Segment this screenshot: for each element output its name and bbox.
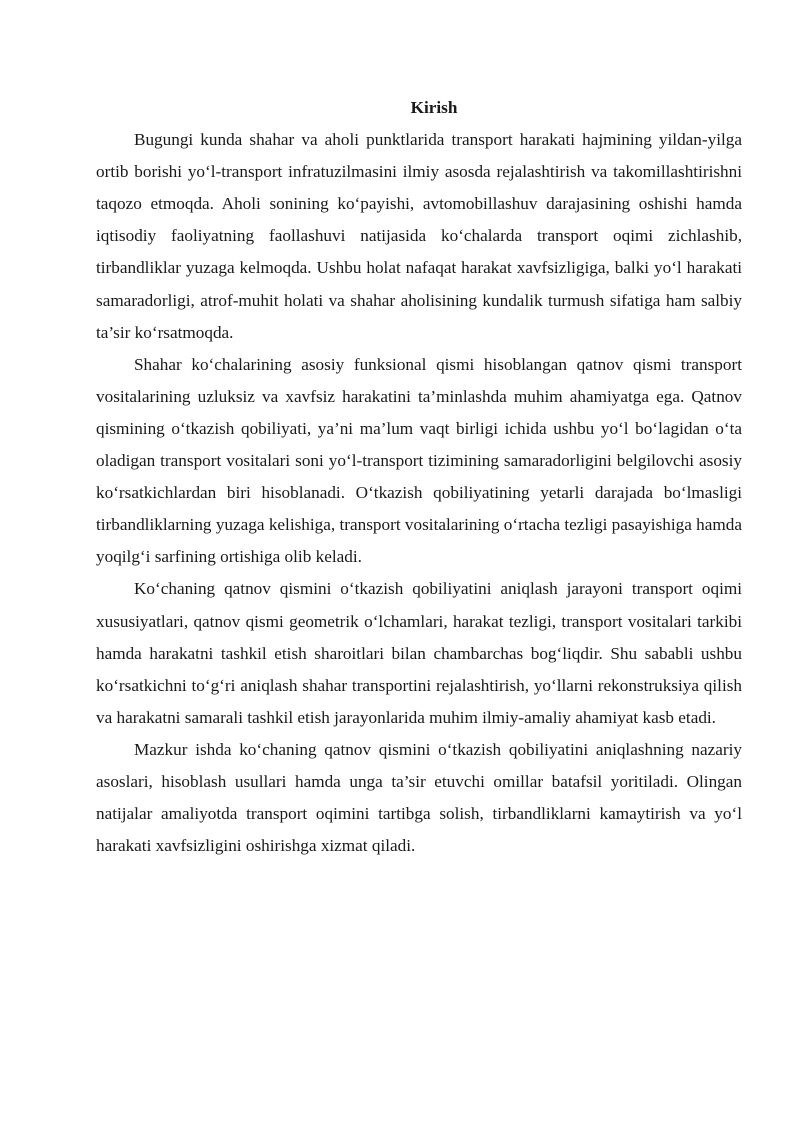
paragraph-2: Shahar ko‘chalarining asosiy funksional qismi hisoblangan qatnov qismi transport vositalarining uzluksiz va xavfsiz harakatini ta’minlashda muhim ahamiyatga ega. Qatnov qismining o‘tkazish qobiliyati, ya’ni ma’lum vaqt birligi ichida ushbu yo‘l bo‘lagidan o‘ta oladigan transport vositalari soni yo‘l-transport tizimining samaradorligini belgilovchi asosiy ko‘rsatkichlardan biri hisoblanadi. O‘tkazish qobiliyatining yetarli darajada bo‘lmasligi tirbandliklarning yuzaga kelishiga, transport vositalarining o‘rtacha tezligi pasayishiga hamda yoqilg‘i sarfining ortishiga olib keladi. bbox=[96, 354, 742, 567]
paragraph-3: Ko‘chaning qatnov qismini o‘tkazish qobiliyatini aniqlash jarayoni transport oqimi xususiyatlari, qatnov qismi geometrik o‘lchamlari, harakat tezligi, transport vositalari tarkibi hamda harakatni tashkil etish sharoitlari bilan chambarchas bog‘liqdir. Shu sababli ushbu ko‘rsatkichni to‘g‘ri aniqlash shahar transportini rejalashtirish, yo‘llarni rekonstruksiya qilish va harakatni samarali tashkil etish jarayonlarida muhim ilmiy-amaliy ahamiyat kasb etadi. bbox=[96, 579, 742, 727]
paragraph-1: Bugungi kunda shahar va aholi punktlarida transport harakati hajmining yildan-yilga ortib borishi yo‘l-transport infratuzilmasini ilmiy asosda rejalashtirish va takomillashtirishni taqozo etmoqda. Aholi sonining ko‘payishi, avtomobillashuv darajasining oshishi hamda iqtisodiy faoliyatning faollashuvi natijasida ko‘chalarda transport oqimi zichlashib, tirbandliklar yuzaga kelmoqda. Ushbu holat nafaqat harakat xavfsizligiga, balki yo‘l harakati samaradorligi, atrof-muhit holati va shahar aholisining kundalik turmush sifatiga ham salbiy ta’sir ko‘rsatmoqda. bbox=[96, 130, 742, 342]
document-body bbox=[96, 92, 742, 862]
section-heading: Kirish bbox=[410, 98, 458, 117]
paragraph-4: Mazkur ishda ko‘chaning qatnov qismini o‘tkazish qobiliyatini aniqlashning nazariy asoslari, hisoblash usullari hamda unga ta’sir etuvchi omillar batafsil yoritiladi. Olingan natijalar amaliyotda transport oqimini tartibga solish, tirbandliklarni kamaytirish va yo‘l harakati xavfsizligini oshirishga xizmat qiladi. bbox=[96, 739, 742, 856]
